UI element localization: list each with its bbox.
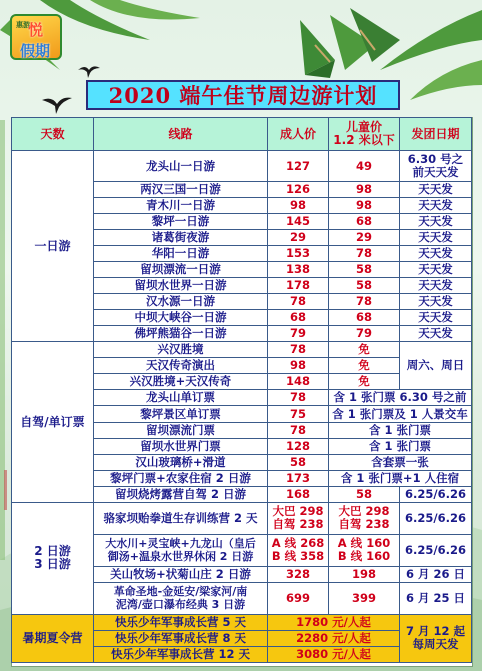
category-multi-day: 2 日游 3 日游 — [12, 502, 94, 614]
child-price: 68 — [329, 214, 400, 230]
logo-text-1: 惠游 — [16, 21, 30, 29]
route-cell: 汉山玻璃桥+滑道 — [94, 454, 268, 470]
child-price: 98 — [329, 198, 400, 214]
child-price: 免 — [329, 342, 400, 358]
child-price: 399 — [329, 582, 400, 614]
route-cell: 两汉三国一日游 — [94, 182, 268, 198]
adult-price: 126 — [268, 182, 329, 198]
route-cell: 华阳一日游 — [94, 246, 268, 262]
header-adult-price: 成人价 — [268, 118, 329, 151]
adult-price: 148 — [268, 374, 329, 390]
child-price: 78 — [329, 246, 400, 262]
child-price: 49 — [329, 151, 400, 182]
departure-date: 天天发 — [400, 294, 472, 310]
route-cell: 留坝漂流一日游 — [94, 262, 268, 278]
child-price: 98 — [329, 182, 400, 198]
ticket-note: 含 1 张门票及 1 人景交车 — [329, 406, 472, 422]
route-cell: 黎坪一日游 — [94, 214, 268, 230]
child-price: 29 — [329, 230, 400, 246]
table-row — [12, 614, 472, 630]
departure-date: 天天发 — [400, 198, 472, 214]
header-departure: 发团日期 — [400, 118, 472, 151]
child-price: 68 — [329, 310, 400, 326]
table-header-row — [12, 118, 472, 151]
departure-date: 天天发 — [400, 182, 472, 198]
adult-price: 128 — [268, 438, 329, 454]
route-cell: 快乐少年军事成长营 8 天 — [94, 630, 268, 646]
category-self-drive: 自驾/单订票 — [12, 342, 94, 502]
price-note: 2280 元/人起 — [268, 630, 400, 646]
route-cell: 大水川+灵宝峡+九龙山（皇后 御汤+温泉水世界休闲 2 日游 — [94, 534, 268, 566]
route-cell: 天汉传奇演出 — [94, 358, 268, 374]
child-price: 58 — [329, 278, 400, 294]
departure-date: 7 月 12 起 每周天发 — [400, 614, 472, 662]
adult-price: 328 — [268, 566, 329, 582]
departure-date: 6.25/6.26 — [400, 502, 472, 534]
departure-date: 天天发 — [400, 310, 472, 326]
departure-date: 6.25/6.26 — [400, 486, 472, 502]
child-price: 79 — [329, 326, 400, 342]
category-one-day: 一日游 — [12, 151, 94, 342]
ticket-note: 含 1 张门票 — [329, 422, 472, 438]
route-cell: 佛坪熊猫谷一日游 — [94, 326, 268, 342]
adult-price: 68 — [268, 310, 329, 326]
departure-date: 天天发 — [400, 246, 472, 262]
adult-price: 178 — [268, 278, 329, 294]
departure-date: 6 月 25 日 — [400, 582, 472, 614]
route-cell: 中坝大峡谷一日游 — [94, 310, 268, 326]
table-row — [12, 502, 472, 534]
adult-price: 699 — [268, 582, 329, 614]
departure-date: 6.30 号之 前天天发 — [400, 151, 472, 182]
departure-date: 周六、周日 — [400, 342, 472, 390]
adult-price: 58 — [268, 454, 329, 470]
route-cell: 快乐少年军事成长营 5 天 — [94, 614, 268, 630]
route-cell: 诸葛街夜游 — [94, 230, 268, 246]
price-note: 1780 元/人起 — [268, 614, 400, 630]
adult-price: 127 — [268, 151, 329, 182]
child-price: 大巴 298 自驾 238 — [329, 502, 400, 534]
departure-date: 天天发 — [400, 262, 472, 278]
child-price: 58 — [329, 486, 400, 502]
page-title: 2020 端午佳节周边游计划 — [108, 83, 378, 108]
logo-text-3: 假期 — [20, 42, 51, 60]
route-cell: 留坝烧烤露营自驾 2 日游 — [94, 486, 268, 502]
adult-price: 78 — [268, 390, 329, 406]
route-cell: 汉水源一日游 — [94, 294, 268, 310]
child-price: 免 — [329, 374, 400, 390]
title-banner — [86, 80, 400, 110]
child-price: 58 — [329, 262, 400, 278]
table-row — [12, 151, 472, 182]
route-cell: 留坝水世界一日游 — [94, 278, 268, 294]
adult-price: 138 — [268, 262, 329, 278]
adult-price: 75 — [268, 406, 329, 422]
adult-price: 78 — [268, 342, 329, 358]
route-cell: 黎坪门票+农家住宿 2 日游 — [94, 470, 268, 486]
ticket-note: 含 1 张门票 6.30 号之前 — [329, 390, 472, 406]
adult-price: 79 — [268, 326, 329, 342]
brand-logo — [10, 14, 62, 60]
child-price: A 线 160 B 线 160 — [329, 534, 400, 566]
route-cell: 留坝水世界门票 — [94, 438, 268, 454]
route-cell: 关山牧场+状菊山庄 2 日游 — [94, 566, 268, 582]
route-cell: 黎坪景区单订票 — [94, 406, 268, 422]
tour-schedule-table — [11, 117, 472, 663]
header-child-price: 儿童价 1.2 米以下 — [329, 118, 400, 151]
adult-price: 168 — [268, 486, 329, 502]
route-cell: 革命圣地-金延安/梁家河/南 泥湾/壶口瀑布经典 3 日游 — [94, 582, 268, 614]
route-cell: 龙头山一日游 — [94, 151, 268, 182]
swallow-icon — [78, 64, 100, 78]
route-cell: 兴汉胜境+天汉传奇 — [94, 374, 268, 390]
child-price: 免 — [329, 358, 400, 374]
adult-price: 29 — [268, 230, 329, 246]
departure-date: 6 月 26 日 — [400, 566, 472, 582]
child-price: 198 — [329, 566, 400, 582]
adult-price: 145 — [268, 214, 329, 230]
route-cell: 快乐少年军事成长营 12 天 — [94, 646, 268, 662]
ticket-note: 含 1 张门票+1 人住宿 — [329, 470, 472, 486]
departure-date: 6.25/6.26 — [400, 534, 472, 566]
departure-date: 天天发 — [400, 230, 472, 246]
adult-price: A 线 268 B 线 358 — [268, 534, 329, 566]
adult-price: 78 — [268, 422, 329, 438]
route-cell: 骆家坝贻拳道生存训练营 2 天 — [94, 502, 268, 534]
departure-date: 天天发 — [400, 214, 472, 230]
route-cell: 留坝漂流门票 — [94, 422, 268, 438]
adult-price: 98 — [268, 358, 329, 374]
adult-price: 大巴 298 自驾 238 — [268, 502, 329, 534]
category-summer-camp: 暑期夏令营 — [12, 614, 94, 662]
adult-price: 78 — [268, 294, 329, 310]
swallow-icon — [42, 96, 72, 114]
route-cell: 兴汉胜境 — [94, 342, 268, 358]
table-row — [12, 342, 472, 358]
adult-price: 98 — [268, 198, 329, 214]
ticket-note: 含套票一张 — [329, 454, 472, 470]
child-price: 78 — [329, 294, 400, 310]
departure-date: 天天发 — [400, 278, 472, 294]
price-note: 3080 元/人起 — [268, 646, 400, 662]
departure-date: 天天发 — [400, 326, 472, 342]
adult-price: 153 — [268, 246, 329, 262]
adult-price: 173 — [268, 470, 329, 486]
ticket-note: 含 1 张门票 — [329, 438, 472, 454]
header-route: 线路 — [94, 118, 268, 151]
route-cell: 青木川一日游 — [94, 198, 268, 214]
route-cell: 龙头山单订票 — [94, 390, 268, 406]
header-days: 天数 — [12, 118, 94, 151]
logo-text-2: 悦 — [28, 21, 44, 39]
